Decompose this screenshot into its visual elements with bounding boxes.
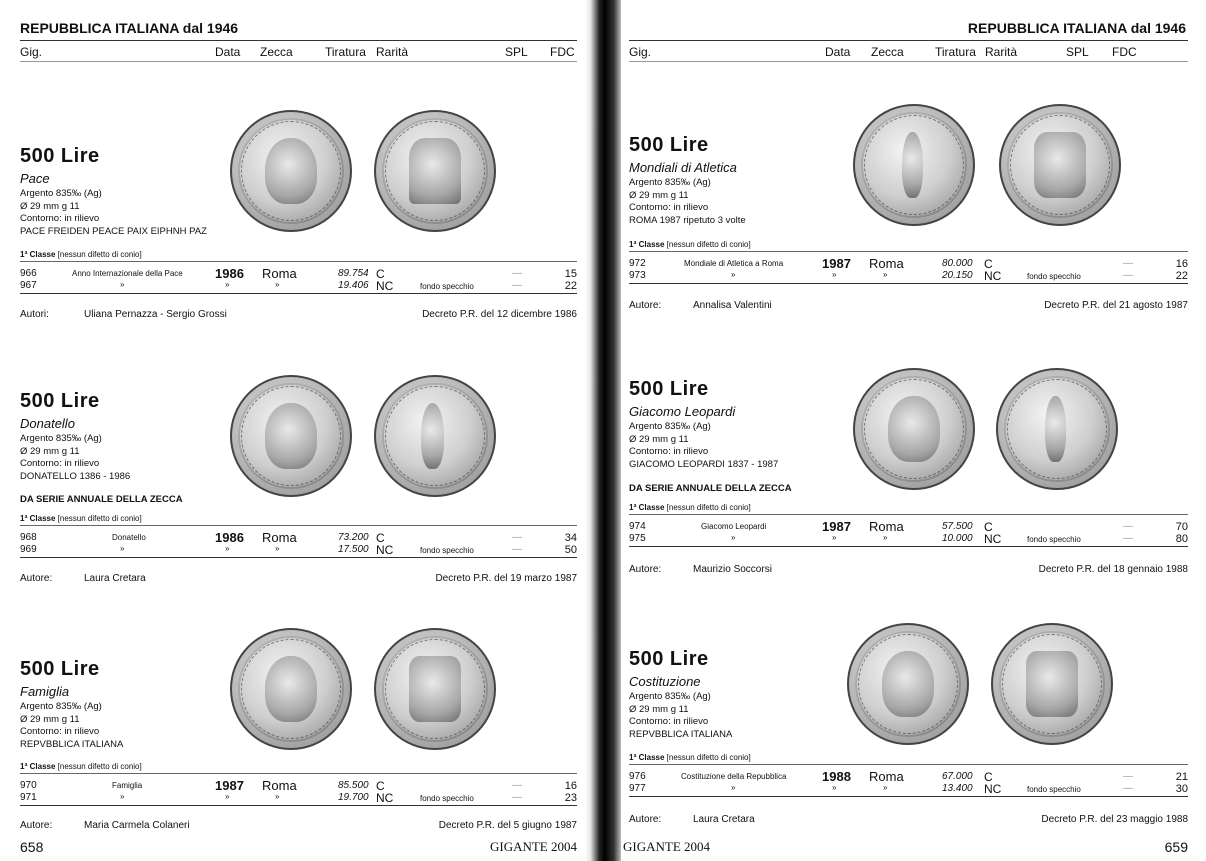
running-head: REPUBBLICA ITALIANA dal 1946 [967, 20, 1186, 36]
coin-obverse-image [853, 368, 975, 490]
coin-obverse-image [853, 104, 975, 226]
table-row: 977 » » » 13.400 NC fondo specchio — 30 [629, 782, 1188, 796]
coin-specs [629, 421, 778, 471]
spec-edge-text: REPVBBLICA ITALIANA [629, 728, 733, 740]
right-page [621, 0, 1206, 861]
col-rarita: Rarità [985, 45, 1018, 59]
coin-specs [629, 691, 732, 741]
table-row: 967 » » » 19.406 NC fondo specchio — 22 [20, 279, 577, 293]
book-spine [585, 0, 621, 861]
spec-edge-text: ROMA 1987 ripetuto 3 volte [629, 214, 746, 226]
coin-subject: Pace [20, 171, 50, 186]
spec-metal: Argento 835‰ (Ag) [629, 691, 711, 702]
coin-obverse-image [230, 628, 352, 750]
col-zecca: Zecca [871, 45, 904, 59]
coin-specs [20, 433, 130, 483]
spec-edge: Contorno: in rilievo [629, 716, 709, 727]
page-number: 658 [20, 839, 44, 855]
spec-size: Ø 29 mm g 11 [629, 433, 689, 445]
book-title: GIGANTE 2004 [489, 839, 577, 854]
coin-entry: 500 Lire Famiglia Argento 835‰ (Ag) Ø 29 mm g 11 Contorno: in rilievo REPVBBLICA ITALIANA 1ª Classe [nessun difetto di conio] 970 Famiglia 1987 Roma 85.500 C — 16 971 » » » 19.700 NC fondo specchio — 23 Autore: Maria Carmela Colaneri Decreto P.R. del 5 giugno 1987 [0, 658, 585, 861]
table-row: 973 » » » 20.150 NC fondo specchio — 22 [629, 269, 1188, 283]
spec-size: Ø 29 mm g 11 [629, 189, 689, 201]
spec-edge-text: DONATELLO 1386 - 1986 [20, 470, 131, 482]
coin-reverse-image [374, 375, 496, 497]
coin-subject: Giacomo Leopardi [629, 404, 736, 419]
grade-class: 1ª Classe [nessun difetto di conio] [20, 514, 577, 526]
coin-table [20, 266, 577, 294]
table-row: 975 » » » 10.000 NC fondo specchio — 80 [629, 532, 1188, 546]
grade-class: 1ª Classe [nessun difetto di conio] [629, 503, 1188, 515]
spec-metal: Argento 835‰ (Ag) [629, 421, 711, 432]
coin-obverse-image [230, 110, 352, 232]
spec-edge-text: GIACOMO LEOPARDI 1837 - 1987 [629, 458, 779, 470]
spec-edge: Contorno: in rilievo [20, 458, 100, 469]
col-gig: Gig. [629, 45, 652, 59]
table-row: 970 Famiglia 1987 Roma 85.500 C — 16 [20, 778, 577, 793]
coin-subject: Mondiali di Atletica [629, 160, 737, 175]
coin-subject: Famiglia [20, 684, 70, 699]
series-note: DA SERIE ANNUALE DELLA ZECCA [629, 483, 792, 494]
spec-edge: Contorno: in rilievo [629, 202, 709, 213]
table-row: 974 Giacomo Leopardi 1987 Roma 57.500 C — 70 [629, 519, 1188, 534]
col-fdc: FDC [550, 45, 575, 59]
coin-entry: 500 Lire Mondiali di Atletica Argento 835‰ (Ag) Ø 29 mm g 11 Contorno: in rilievo ROMA 1987 ripetuto 3 volte 1ª Classe [nessun difetto di conio] 972 Mondiale di Atletica a Roma 1987 Roma 80.000 C — 16 973 » » » 20.150 NC fondo specchio — 22 Autore: Annalisa Valentini Decreto P.R. del 21 agosto 1987 [621, 134, 1206, 384]
spec-edge-text: PACE FREIDEN PEACE PAIX EIPHNH PAZ [20, 225, 207, 237]
grade-class: 1ª Classe [nessun difetto di conio] [629, 753, 1188, 765]
spec-size: Ø 29 mm g 11 [629, 703, 689, 715]
series-note: DA SERIE ANNUALE DELLA ZECCA [20, 494, 183, 505]
spec-size: Ø 29 mm g 11 [20, 200, 80, 212]
table-row: 969 » » » 17.500 NC fondo specchio — 50 [20, 543, 577, 557]
column-headers [20, 40, 577, 62]
coin-obverse-image [847, 623, 969, 745]
coin-specs [629, 177, 746, 227]
grade-class: 1ª Classe [nessun difetto di conio] [20, 250, 577, 262]
spec-edge: Contorno: in rilievo [20, 213, 100, 224]
column-headers [629, 40, 1188, 62]
denomination: 500 Lire [629, 378, 709, 400]
table-row: 976 Costituzione della Repubblica 1988 Roma 67.000 C — 21 [629, 769, 1188, 784]
coin-reverse-image [996, 368, 1118, 490]
coin-entry: 500 Lire Donatello Argento 835‰ (Ag) Ø 29 mm g 11 Contorno: in rilievo DONATELLO 1386 - 1986 DA SERIE ANNUALE DELLA ZECCA 1ª Classe [nessun difetto di conio] 968 Donatello 1986 Roma 73.200 C — 34 969 » » » 17.500 NC fondo specchio — 50 Autore: Laura Cretara Decreto P.R. del 19 marzo 1987 [0, 390, 585, 640]
coin-table [20, 530, 577, 558]
coin-obverse-image [230, 375, 352, 497]
col-spl: SPL [505, 45, 528, 59]
running-head: REPUBBLICA ITALIANA dal 1946 [20, 20, 239, 36]
coin-table [629, 519, 1188, 547]
spec-size: Ø 29 mm g 11 [20, 713, 80, 725]
spec-metal: Argento 835‰ (Ag) [20, 701, 102, 712]
coin-reverse-image [991, 623, 1113, 745]
col-data: Data [825, 45, 851, 59]
col-gig: Gig. [20, 45, 43, 59]
denomination: 500 Lire [20, 145, 100, 167]
table-row: 972 Mondiale di Atletica a Roma 1987 Roma 80.000 C — 16 [629, 256, 1188, 271]
coin-table [629, 256, 1188, 284]
spec-metal: Argento 835‰ (Ag) [629, 177, 711, 188]
left-page [0, 0, 585, 861]
table-row: 966 Anno Internazionale della Pace 1986 Roma 89.754 C — 15 [20, 266, 577, 281]
col-spl: SPL [1066, 45, 1089, 59]
coin-subject: Donatello [20, 416, 75, 431]
denomination: 500 Lire [20, 390, 100, 412]
coin-specs [20, 188, 207, 238]
spec-metal: Argento 835‰ (Ag) [20, 433, 102, 444]
coin-entry: 500 Lire Giacomo Leopardi Argento 835‰ (Ag) Ø 29 mm g 11 Contorno: in rilievo GIACOMO LEOPARDI 1837 - 1987 DA SERIE ANNUALE DELLA ZECCA 1ª Classe [nessun difetto di conio] 974 Giacomo Leopardi 1987 Roma 57.500 C — 70 975 » » » 10.000 NC fondo specchio — 80 Autore: Maurizio Soccorsi Decreto P.R. del 18 gennaio 1988 [621, 378, 1206, 628]
denomination: 500 Lire [629, 134, 709, 156]
coin-reverse-image [374, 110, 496, 232]
col-rarita: Rarità [376, 45, 409, 59]
denomination: 500 Lire [629, 648, 709, 670]
col-tiratura: Tiratura [935, 45, 976, 59]
spec-size: Ø 29 mm g 11 [20, 445, 80, 457]
coin-reverse-image [999, 104, 1121, 226]
grade-class: 1ª Classe [nessun difetto di conio] [20, 762, 577, 774]
spec-edge: Contorno: in rilievo [629, 446, 709, 457]
coin-specs [20, 701, 123, 751]
spec-edge: Contorno: in rilievo [20, 726, 100, 737]
col-tiratura: Tiratura [325, 45, 366, 59]
coin-reverse-image [374, 628, 496, 750]
table-row: 968 Donatello 1986 Roma 73.200 C — 34 [20, 530, 577, 545]
coin-entry: 500 Lire Costituzione Argento 835‰ (Ag) Ø 29 mm g 11 Contorno: in rilievo REPVBBLICA ITALIANA 1ª Classe [nessun difetto di conio] 976 Costituzione della Repubblica 1988 Roma 67.000 C — 21 977 » » » 13.400 NC fondo specchio — 30 Autore: Laura Cretara Decreto P.R. del 23 maggio 1988 [621, 648, 1206, 861]
spec-edge-text: REPVBBLICA ITALIANA [20, 738, 124, 750]
coin-subject: Costituzione [629, 674, 701, 689]
denomination: 500 Lire [20, 658, 100, 680]
page-number: 659 [1164, 839, 1188, 855]
col-fdc: FDC [1112, 45, 1137, 59]
coin-entry: 500 Lire Pace Argento 835‰ (Ag) Ø 29 mm g 11 Contorno: in rilievo PACE FREIDEN PEACE PAIX EIPHNH PAZ 1ª Classe [nessun difetto di conio] 966 Anno Internazionale della Pace 1986 Roma 89.754 C — 15 967 » » » 19.406 NC fondo specchio — 22 Autori: Uliana Pernazza - Sergio Grossi Decreto P.R. del 12 dicembre 1986 [0, 145, 585, 395]
table-row: 971 » » » 19.700 NC fondo specchio — 23 [20, 791, 577, 805]
book-title: GIGANTE 2004 [623, 839, 711, 854]
spec-metal: Argento 835‰ (Ag) [20, 188, 102, 199]
col-zecca: Zecca [260, 45, 293, 59]
coin-table [629, 769, 1188, 797]
coin-table [20, 778, 577, 806]
col-data: Data [215, 45, 241, 59]
grade-class: 1ª Classe [nessun difetto di conio] [629, 240, 1188, 252]
